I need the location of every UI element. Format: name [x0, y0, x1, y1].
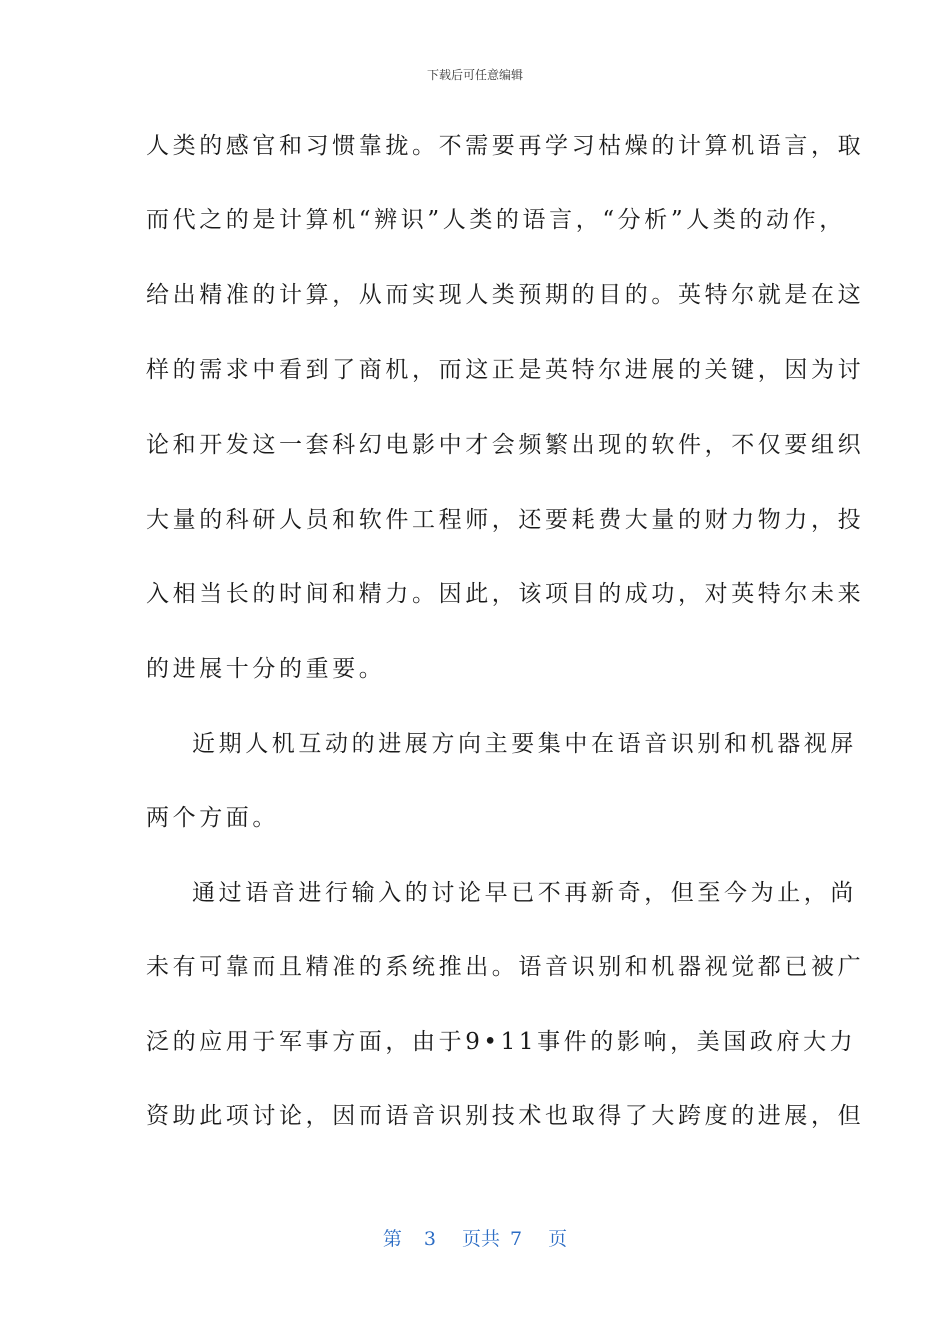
- text-line: 给出精准的计算，从而实现人类预期的目的。英特尔就是在这: [146, 282, 865, 308]
- paragraph-start-line: 近期人机互动的进展方向主要集中在语音识别和机器视屏: [192, 731, 857, 757]
- text-line: 两个方面。: [146, 805, 279, 831]
- text-line: 资助此项讨论，因而语音识别技术也取得了大跨度的进展，但: [146, 1103, 865, 1129]
- text-line: 的进展十分的重要。: [146, 656, 386, 682]
- text-line: 论和开发这一套科幻电影中才会频繁出现的软件，不仅要组织: [146, 432, 865, 458]
- text-line: 入相当长的时间和精力。因此，该项目的成功，对英特尔未来: [146, 581, 865, 607]
- page-footer-prefix: 第: [382, 1228, 402, 1250]
- paragraph-start-line: 通过语音进行输入的讨论早已不再新奇，但至今为止，尚: [192, 880, 857, 906]
- page-header: 下载后可任意编辑: [426, 68, 523, 82]
- text-line: 未有可靠而且精准的系统推出。语音识别和机器视觉都已被广: [146, 954, 865, 980]
- page-total: 7: [510, 1228, 523, 1250]
- text-line: 大量的科研人员和软件工程师，还要耗费大量的财力物力，投: [146, 507, 865, 533]
- text-line: 而代之的是计算机“辨识”人类的语言，“分析”人类的动作，: [146, 207, 846, 233]
- page-footer-suffix: 页: [548, 1228, 568, 1250]
- page-footer: [0, 1226, 950, 1252]
- text-line: 人类的感官和习惯靠拢。不需要再学习枯燥的计算机语言，取: [146, 133, 865, 159]
- text-line: 样的需求中看到了商机，而这正是英特尔进展的关键，因为讨: [146, 357, 865, 383]
- page-footer-middle: 页共: [461, 1228, 500, 1250]
- text-line: 泛的应用于军事方面，由于9•11事件的影响，美国政府大力: [146, 1029, 857, 1055]
- page-number: 3: [423, 1228, 436, 1250]
